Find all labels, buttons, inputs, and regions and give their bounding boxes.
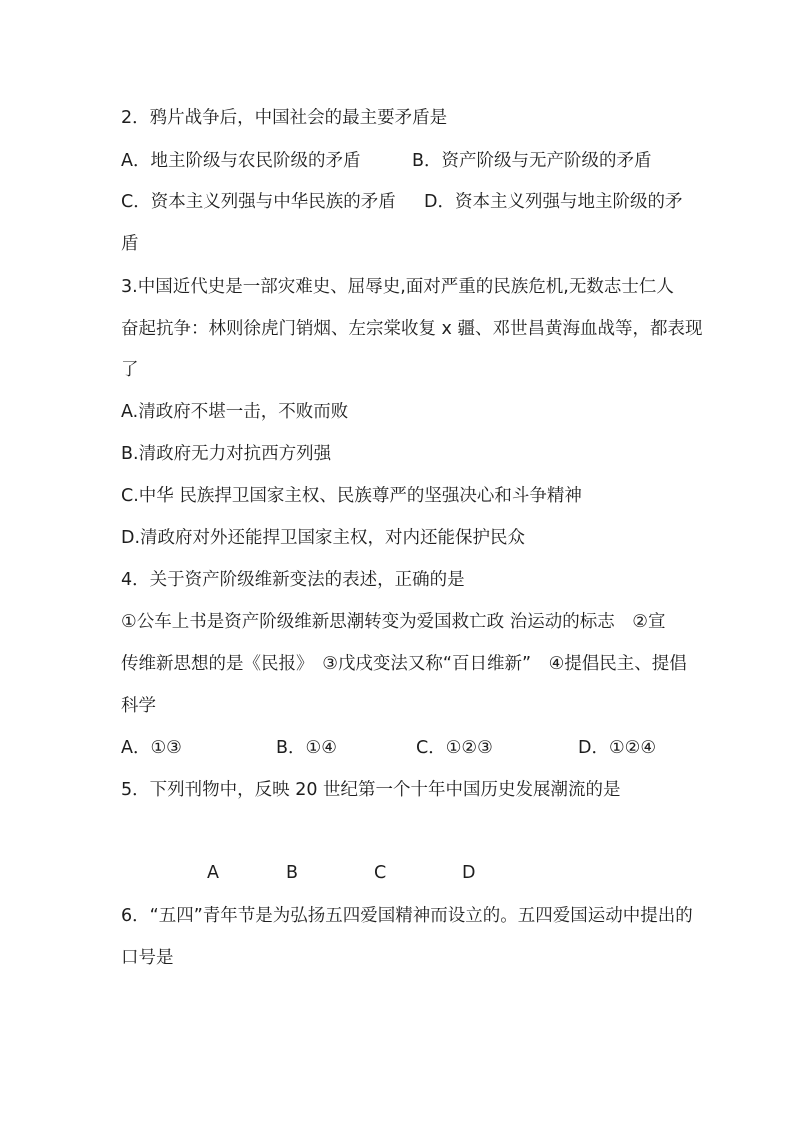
question-2-stem: 2．鸦片战争后，中国社会的最主要矛盾是 (121, 108, 448, 128)
question-5-image-label-a: A (207, 863, 219, 883)
question-3-option-c: C.中华 民族捍卫国家主权、民族尊严的坚强决心和斗争精神 (121, 486, 582, 506)
question-5-image-label-d: D (462, 863, 476, 883)
question-6-stem-line-1: 6．“五四”青年节是为弘扬五四爱国精神而设立的。五四爱国运动中提出的 (121, 906, 693, 926)
question-6-stem-line-2: 口号是 (121, 948, 174, 968)
question-3-stem-line-2: 奋起抗争：林则徐虎门销烟、左宗棠收复 x 疆、邓世昌黄海血战等，都表现 (121, 319, 703, 339)
question-5-image-label-c: C (374, 863, 387, 883)
question-3-option-d: D.清政府对外还能捍卫国家主权，对内还能保护民众 (121, 528, 526, 548)
question-5-stem: 5．下列刊物中，反映 20 世纪第一个十年中国历史发展潮流的是 (121, 780, 621, 800)
question-2-option-a: A．地主阶级与农民阶级的矛盾 (121, 151, 361, 171)
question-2-option-c: C．资本主义列强与中华民族的矛盾 (121, 192, 396, 212)
question-2-option-b: B．资产阶级与无产阶级的矛盾 (412, 151, 652, 171)
question-2-option-d: D．资本主义列强与地主阶级的矛 (424, 192, 683, 212)
question-3-option-a: A.清政府不堪一击，不败而败 (121, 402, 349, 422)
question-4-option-a: A．①③ (121, 738, 182, 758)
question-3-option-b: B.清政府无力对抗西方列强 (121, 444, 332, 464)
question-2-option-d-continued: 盾 (121, 234, 139, 254)
question-4-items-line-2: 传维新思想的是《民报》 ③戊戌变法又称“百日维新” ④提倡民主、提倡 (121, 654, 687, 674)
question-5-image-label-b: B (286, 863, 299, 883)
question-4-items-line-3: 科学 (121, 696, 156, 716)
question-3-stem-line-1: 3.中国近代史是一部灾难史、屈辱史,面对严重的民族危机,无数志士仁人 (121, 277, 674, 297)
question-4-stem: 4．关于资产阶级维新变法的表述，正确的是 (121, 570, 465, 590)
question-4-option-b: B．①④ (276, 738, 337, 758)
question-3-stem-line-3: 了 (121, 360, 139, 380)
question-4-items-line-1: ①公车上书是资产阶级维新思潮转变为爱国救亡政 治运动的标志 ②宣 (121, 612, 666, 632)
question-4-option-d: D．①②④ (578, 738, 657, 758)
question-4-option-c: C．①②③ (416, 738, 493, 758)
